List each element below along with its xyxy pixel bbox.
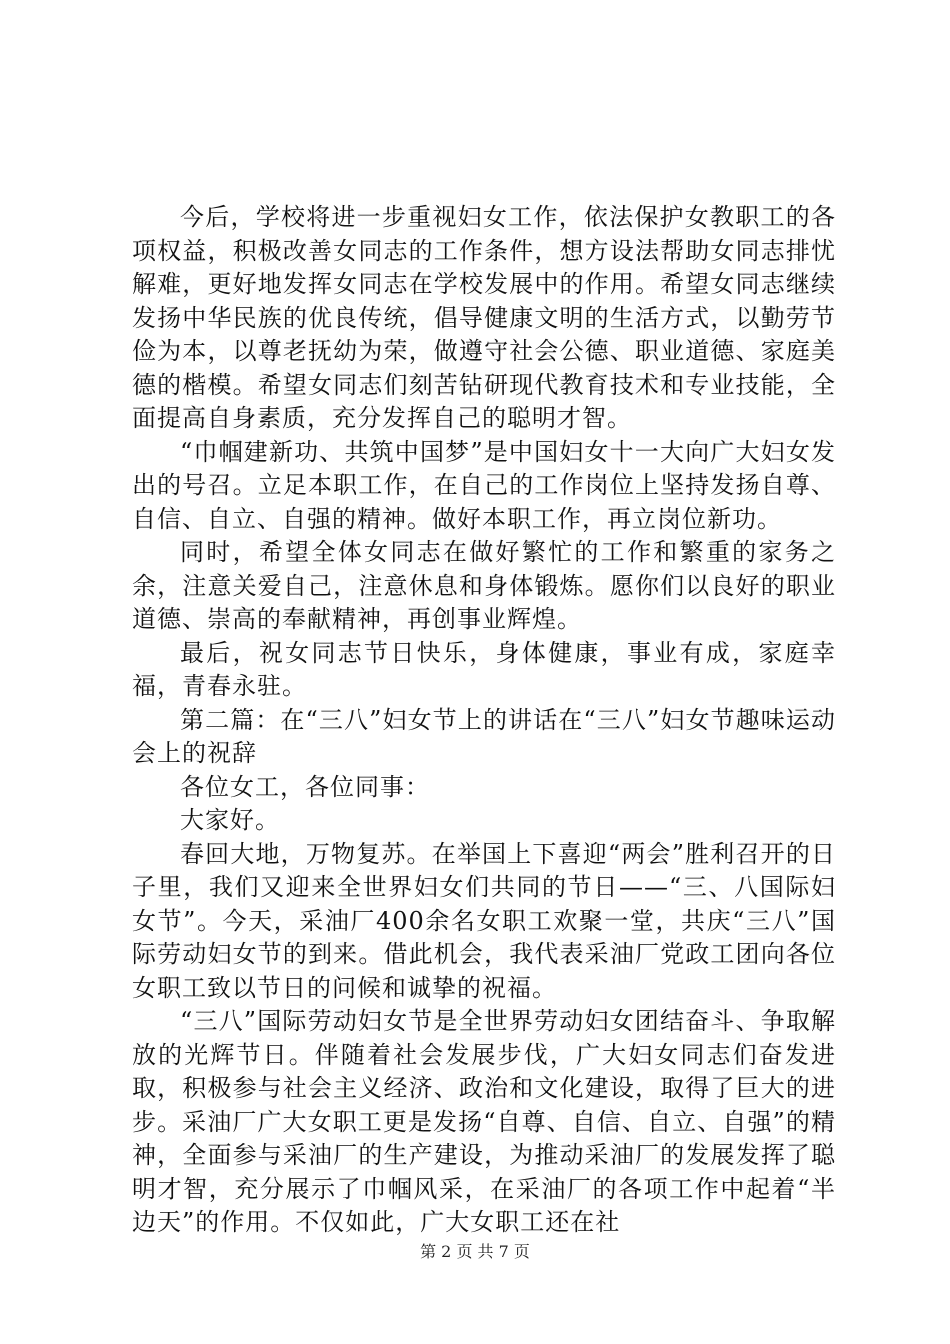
greeting: 大家好。: [180, 806, 280, 834]
paragraph-9: “三八”国际劳动妇女节是全世界劳动妇女团结奋斗、争取解放的光辉节日。伴随着社会发展步伐，广大妇女同志们奋发进取，积极参与社会主义经济、政治和文化建设，取得了巨大的进步。采油厂广大女职工更是发扬“自尊、自信、自立、自强”的精神，全面参与采油厂的生产建设，为推动采油厂的发展发挥了聪明才智，充分展示了巾帼风采，在采油厂的各项工作中起着“半边天”的作用。不仅如此，广大女职工还在社: [132, 1007, 836, 1236]
paragraph-2: “巾帼建新功、共筑中国梦”是中国妇女十一大向广大妇女发出的号召。立足本职工作，在自己的工作岗位上坚持发扬自尊、自信、自立、自强的精神。做好本职工作，再立岗位新功。: [132, 437, 836, 533]
document-body: [132, 201, 836, 1240]
page-number-footer: 第 2 页 共 7 页: [420, 1242, 530, 1261]
paragraph-1: 今后，学校将进一步重视妇女工作，依法保护女教职工的各项权益，积极改善女同志的工作条件，想方设法帮助女同志排忧解难，更好地发挥女同志在学校发展中的作用。希望女同志继续发扬中华民族的优良传统，倡导健康文明的生活方式，以勤劳节俭为本，以尊老抚幼为荣，做遵守社会公德、职业道德、家庭美德的楷模。希望女同志们刻苦钻研现代教育技术和专业技能，全面提高自身素质，充分发挥自己的聪明才智。: [132, 203, 836, 432]
section-heading: 第二篇：在“三八”妇女节上的讲话在“三八”妇女节趣味运动会上的祝辞: [132, 705, 836, 767]
salutation: 各位女工，各位同事：: [180, 772, 430, 801]
paragraph-3: 同时，希望全体女同志在做好繁忙的工作和繁重的家务之余，注意关爱自己，注意休息和身体锻炼。愿你们以良好的职业道德、崇高的奉献精神，再创事业辉煌。: [132, 538, 836, 633]
paragraph-8: 春回大地，万物复苏。在举国上下喜迎“两会”胜利召开的日子里，我们又迎来全世界妇女们共同的节日——“三、八国际妇女节”。今天，采油厂400余名女职工欢聚一堂，共庆“三八”国际劳动妇女节的到来。借此机会，我代表采油厂党政工团向各位女职工致以节日的问候和诚挚的祝福。: [132, 839, 836, 1002]
paragraph-4: 最后，祝女同志节日快乐，身体健康，事业有成，家庭幸福，青春永驻。: [132, 638, 836, 700]
